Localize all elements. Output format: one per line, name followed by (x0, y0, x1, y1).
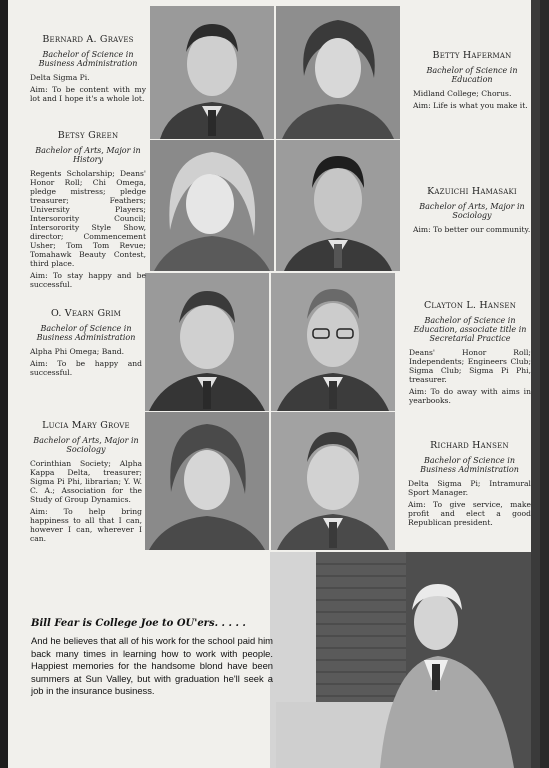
student-activities: Midland College; Chorus. (413, 89, 512, 98)
student-name: O. Vearn Grim (50, 308, 122, 319)
student-activities: Alpha Phi Omega; Band. (30, 347, 125, 356)
student-degree: Bachelor of Arts, Major in History (35, 146, 141, 164)
feature-photo-bill-fear (270, 552, 532, 768)
entry-vearn-grim (30, 308, 142, 377)
portrait-clayton-hansen (271, 273, 395, 411)
entry-kazuichi-hamasaki (413, 186, 531, 234)
student-degree: Bachelor of Science in Education, associate title in Secretarial Practice (413, 316, 527, 343)
student-name: Kazuichi Hamasaki (427, 186, 517, 197)
student-aim: Aim: Life is what you make it. (413, 101, 528, 110)
portrait-betsy-green (150, 140, 274, 271)
student-degree: Bachelor of Science in Business Administration (420, 456, 519, 474)
portrait-vearn-grim (145, 273, 269, 411)
student-aim: Aim: To give service, make profit and elect a good Republican president. (408, 500, 531, 527)
portrait-bernard-graves (150, 6, 274, 139)
portrait-kazuichi-hamasaki (276, 140, 400, 271)
entry-clayton-hansen (409, 300, 531, 405)
student-activities: Regents Scholarship; Deans' Honor Roll; Chi Omega, pledge mistress; pledge treasurer; Feathers; University Players; Intersorority Council; Intersorority Style Show, director; Commencement Usher; Tom Tom Revue; Tomahawk Beauty Contest, third place. (30, 169, 146, 268)
student-degree: Bachelor of Science in Business Administration (36, 324, 136, 342)
scan-left-edge (0, 0, 8, 768)
student-activities: Delta Sigma Pi; Intramural Sport Manager. (408, 479, 531, 497)
entry-betsy-green (30, 130, 146, 289)
portrait-richard-hansen (271, 412, 395, 550)
entry-betty-haferman (413, 50, 531, 110)
entry-bernard-graves (30, 34, 146, 103)
student-activities: Corinthian Society; Alpha Kappa Delta, treasurer; Sigma Pi Phi, librarian; Y. W. C. A.; Association for the Study of Group Dynamics. (30, 459, 142, 504)
student-aim: Aim: To better our community. (413, 225, 531, 234)
student-degree: Bachelor of Science in Education (426, 66, 518, 84)
student-degree: Bachelor of Arts, Major in Sociology (419, 202, 525, 220)
student-activities: Deans' Honor Roll; Independents; Engineers Club; Sigma Club; Sigma Pi Phi, treasurer. (409, 348, 531, 384)
portrait-lucia-grove (145, 412, 269, 550)
student-degree: Bachelor of Arts, Major in Sociology (33, 436, 139, 454)
portrait-betty-haferman (276, 6, 400, 139)
student-name: Richard Hansen (430, 440, 509, 451)
student-aim: Aim: To be content with my lot and I hope it's a whole lot. (30, 85, 146, 103)
student-aim: Aim: To help bring happiness to all that I can, however I can, wherever I can. (30, 507, 142, 543)
student-activities: Delta Sigma Pi. (30, 73, 90, 82)
student-name: Lucia Mary Grove (42, 420, 130, 431)
feature-body: And he believes that all of his work for the school paid him back many times in learning how to work with people. Happiest memories for the handsome blond have been summers at Sun Valley, but with graduation he'll seek a job in the insurance business. (31, 635, 273, 697)
student-name: Clayton L. Hansen (423, 300, 517, 311)
student-degree: Bachelor of Science in Business Administration (38, 50, 138, 68)
student-aim: Aim: To do away with aims in yearbooks. (409, 387, 531, 405)
student-aim: Aim: To be happy and successful. (30, 359, 142, 377)
student-aim: Aim: To stay happy and be successful. (30, 271, 146, 289)
entry-lucia-grove (30, 420, 142, 543)
entry-richard-hansen (408, 440, 531, 527)
feature-headline: Bill Fear is College Joe to OU'ers. . . . . (31, 618, 246, 629)
student-name: Bernard A. Graves (42, 34, 134, 45)
student-name: Betty Haferman (432, 50, 512, 61)
yearbook-page (8, 0, 540, 768)
student-name: Betsy Green (57, 130, 119, 141)
scan-right-edge (531, 0, 540, 768)
